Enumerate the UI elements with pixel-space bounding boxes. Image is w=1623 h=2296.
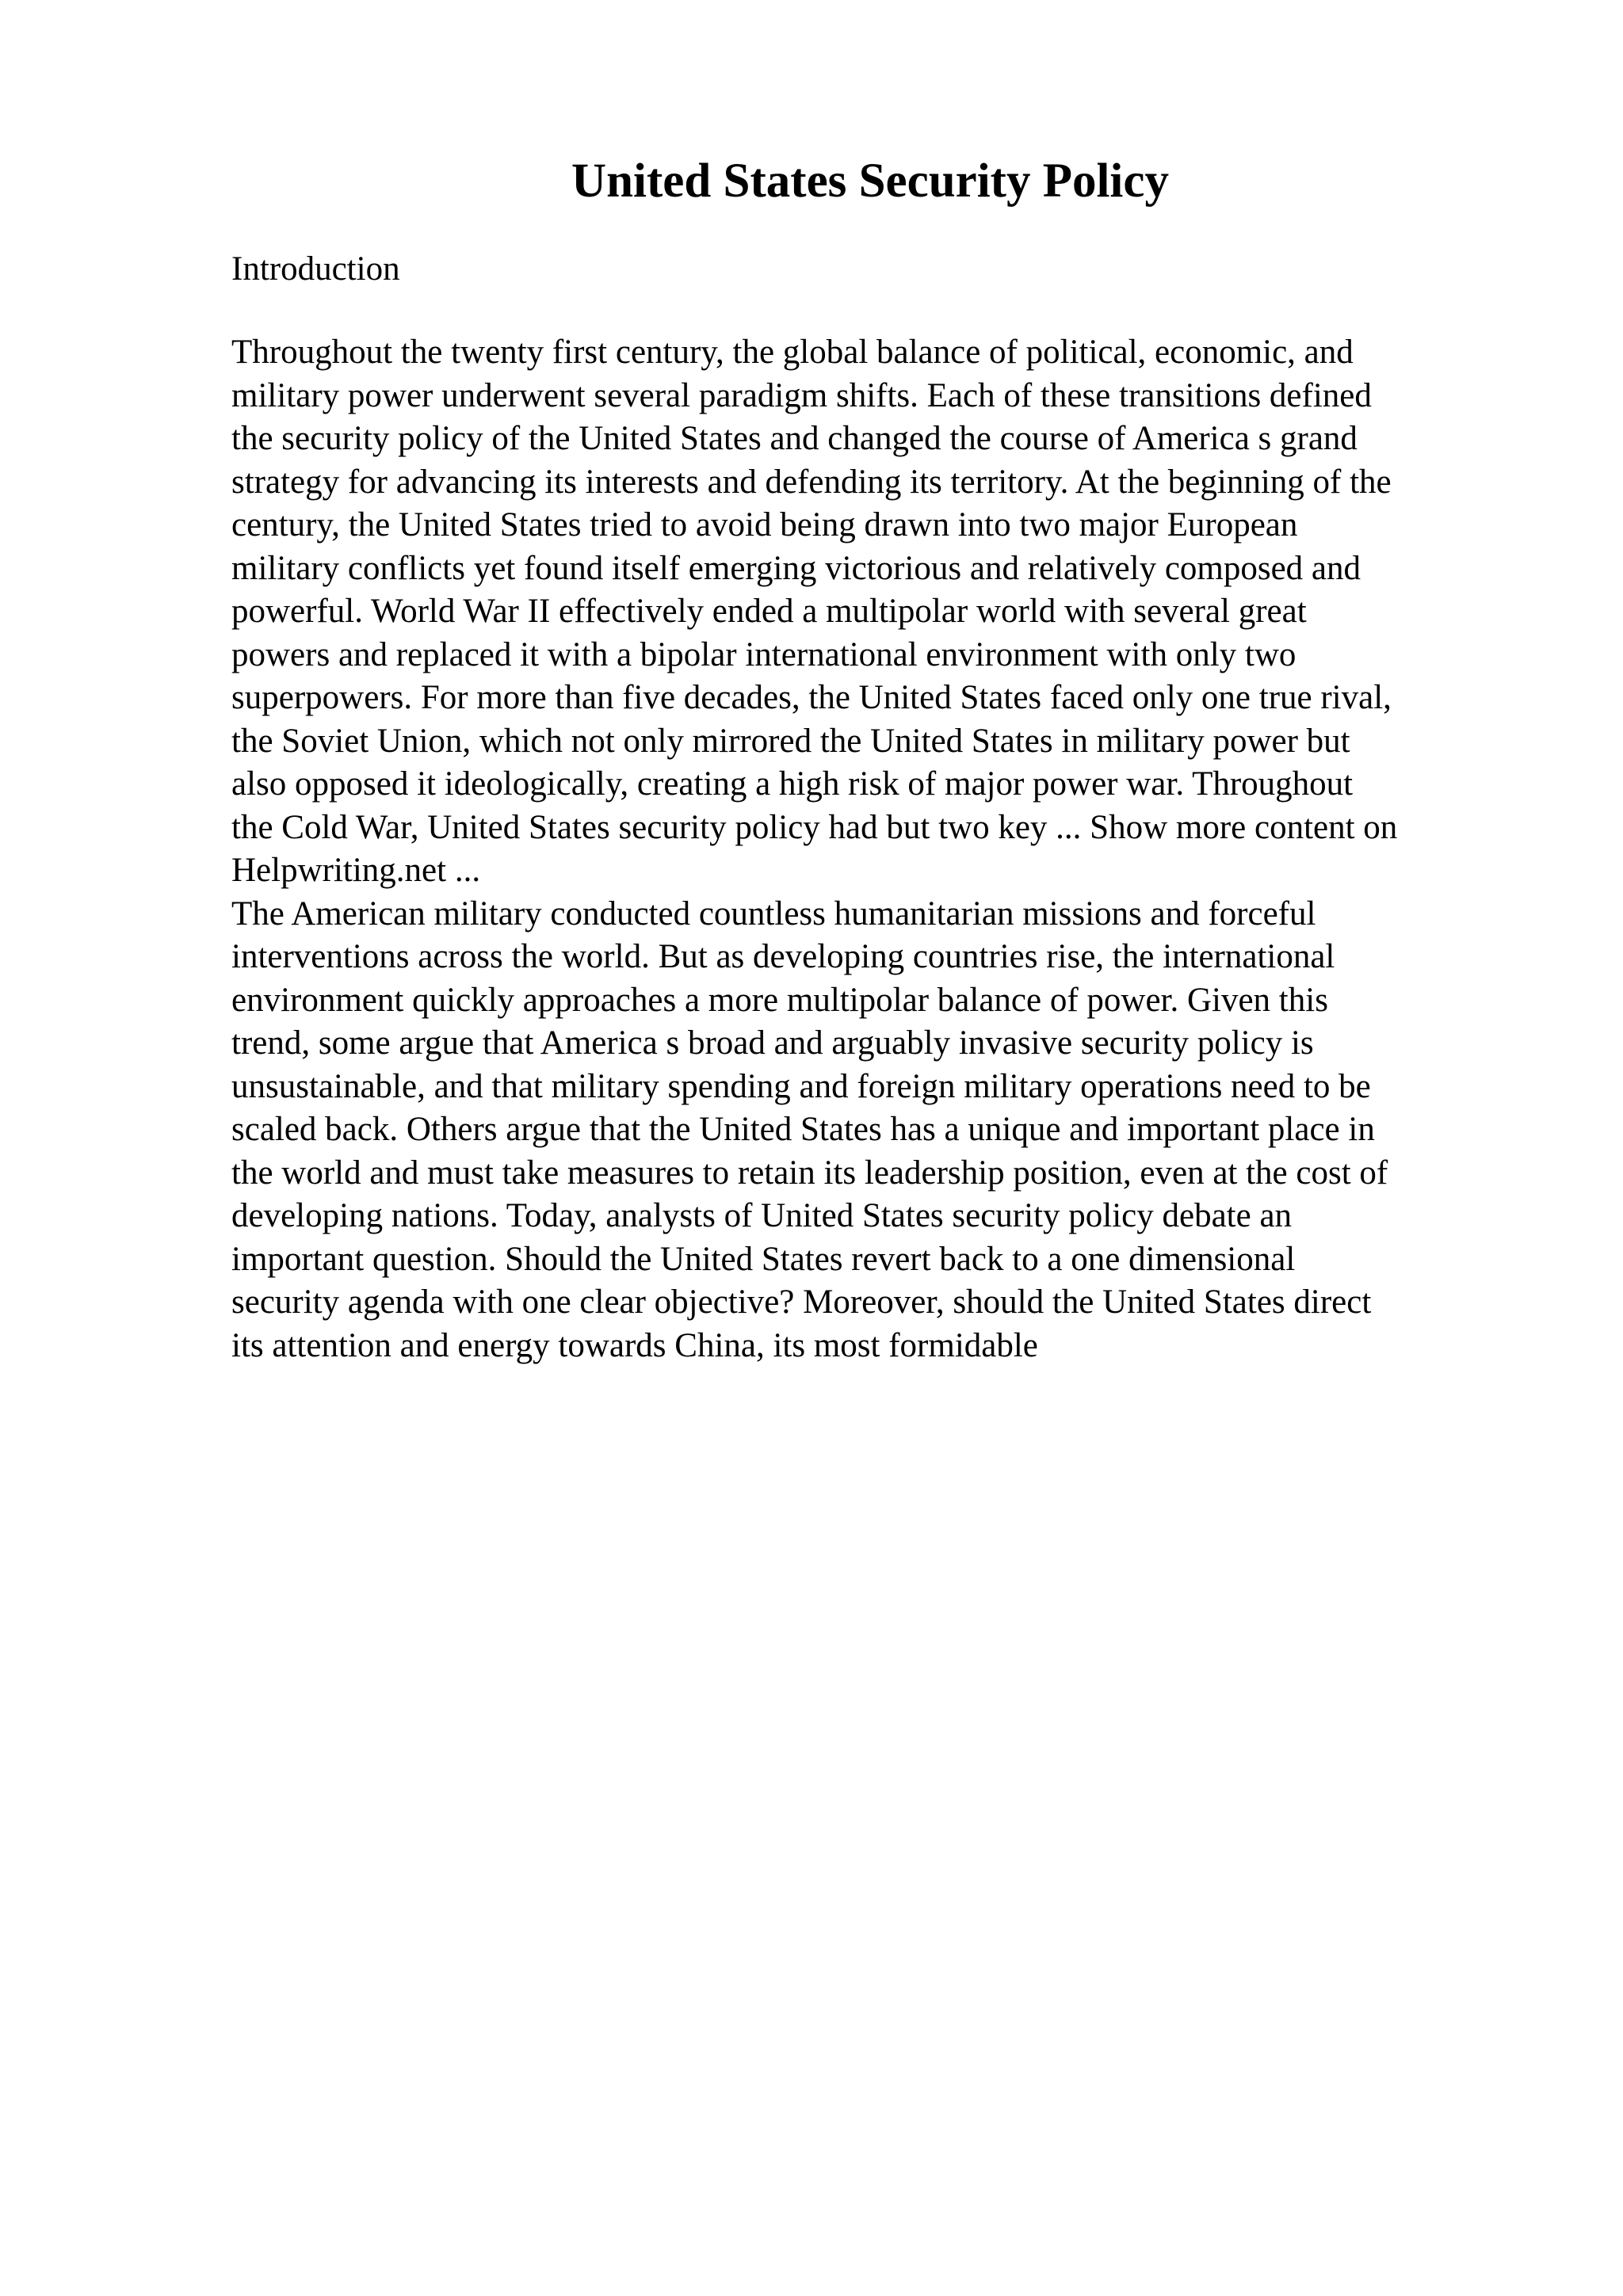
text-line: its attention and energy towards China, its most formidable	[231, 1326, 1038, 1364]
text-line: military power underwent several paradigm shifts. Each of these transitions defined	[231, 376, 1372, 414]
text-line: the Soviet Union, which not only mirrored the United States in military power but	[231, 722, 1350, 760]
text-line: trend, some argue that America s broad and arguably invasive security policy is	[231, 1024, 1314, 1062]
body-text	[231, 331, 1507, 1367]
text-line: superpowers. For more than five decades, the United States faced only one true rival,	[231, 679, 1392, 716]
document-title: United States Security Policy	[571, 154, 1169, 208]
text-line: interventions across the world. But as developing countries rise, the international	[231, 938, 1335, 975]
text-line: Throughout the twenty first century, the global balance of political, economic, and	[231, 334, 1354, 371]
text-line: Helpwriting.net ...	[231, 852, 481, 889]
text-line: powerful. World War II effectively ended a multipolar world with several great	[231, 593, 1307, 630]
text-line: The American military conducted countless humanitarian missions and forceful	[231, 894, 1316, 933]
text-line: the Cold War, United States security policy had but two key ... Show more content on	[231, 808, 1398, 846]
text-line: scaled back. Others argue that the United States has a unique and important place in	[231, 1111, 1375, 1148]
text-line: developing nations. Today, analysts of United States security policy debate an	[231, 1197, 1293, 1234]
text-line: unsustainable, and that military spending and foreign military operations need to be	[231, 1067, 1371, 1105]
text-line: the world and must take measures to retain its leadership position, even at the cost of	[231, 1154, 1388, 1192]
text-line: important question. Should the United States revert back to a one dimensional	[231, 1240, 1296, 1278]
text-line: powers and replaced it with a bipolar international environment with only two	[231, 635, 1296, 673]
text-line: strategy for advancing its interests and defending its territory. At the beginning of the	[231, 463, 1392, 501]
text-line: also opposed it ideologically, creating a high risk of major power war. Throughout	[231, 765, 1354, 803]
text-line: the security policy of the United States and changed the course of America s grand	[231, 420, 1358, 457]
section-heading-introduction: Introduction	[231, 250, 400, 288]
text-line: military conflicts yet found itself emerging victorious and relatively composed and	[231, 549, 1361, 587]
text-line: environment quickly approaches a more multipolar balance of power. Given this	[231, 981, 1328, 1019]
text-line: security agenda with one clear objective? Moreover, should the United States direct	[231, 1283, 1372, 1321]
text-line: century, the United States tried to avoid being drawn into two major European	[231, 506, 1298, 543]
